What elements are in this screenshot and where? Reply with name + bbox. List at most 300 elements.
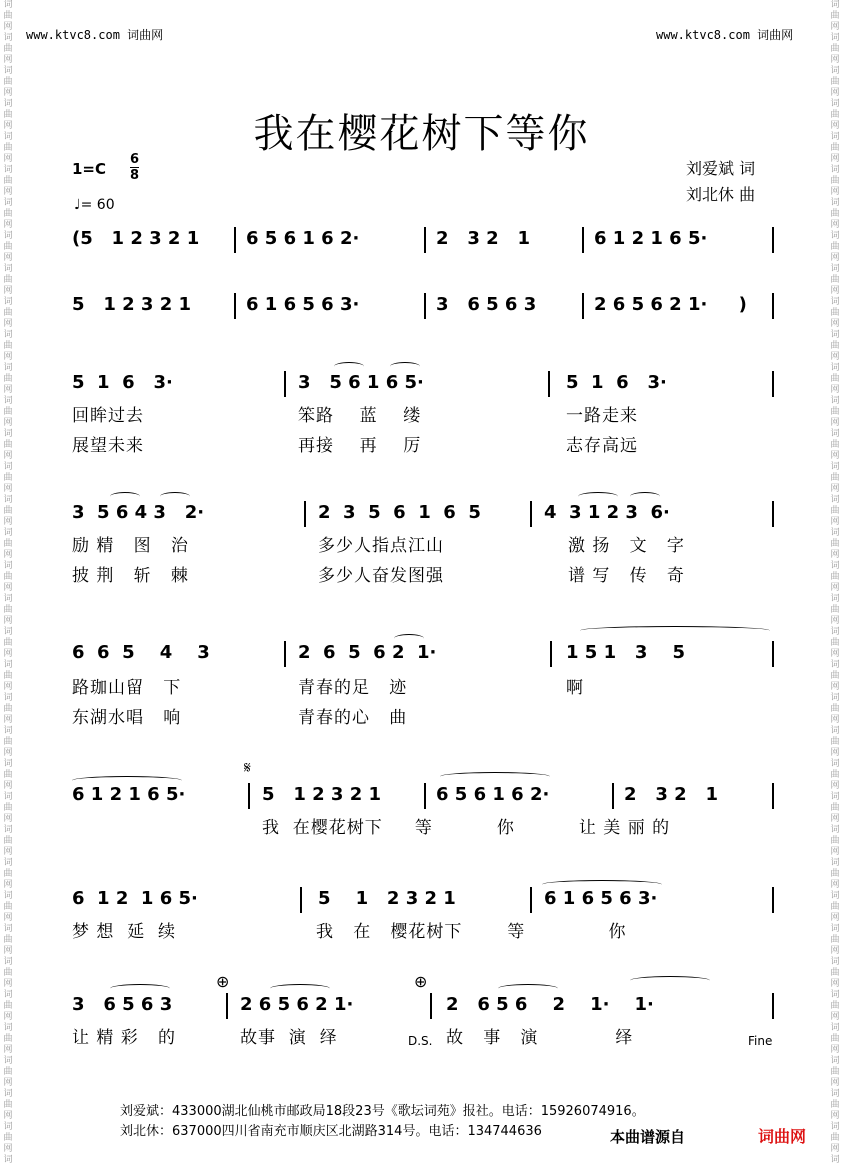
watermark-char: 网 bbox=[830, 748, 840, 758]
watermark-char: 网 bbox=[3, 451, 13, 461]
watermark-char: 网 bbox=[3, 154, 13, 164]
watermark-char: 曲 bbox=[3, 110, 13, 120]
watermark-char: 词 bbox=[830, 462, 840, 472]
watermark-char: 网 bbox=[830, 88, 840, 98]
watermark-char: 曲 bbox=[3, 1100, 13, 1110]
bar-line bbox=[772, 887, 774, 913]
bar-line bbox=[550, 641, 552, 667]
watermark-char: 曲 bbox=[830, 143, 840, 153]
watermark-char: 网 bbox=[830, 1144, 840, 1154]
measure-notes: 2 6 5 6 2 1· ) bbox=[594, 294, 747, 315]
watermark-char: 曲 bbox=[830, 11, 840, 21]
watermark-char: 网 bbox=[3, 418, 13, 428]
watermark-char: 词 bbox=[830, 594, 840, 604]
watermark-char: 词 bbox=[3, 759, 13, 769]
watermark-char: 网 bbox=[3, 715, 13, 725]
watermark-char: 词 bbox=[3, 132, 13, 142]
bar-line bbox=[300, 887, 302, 913]
watermark-char: 网 bbox=[830, 22, 840, 32]
watermark-char: 词 bbox=[3, 363, 13, 373]
slur-mark bbox=[630, 976, 710, 985]
watermark-char: 词 bbox=[3, 957, 13, 967]
lyric-line: 励 精 图 治 bbox=[72, 536, 189, 556]
key-signature: 1=C bbox=[72, 160, 107, 178]
lyric-line: 让 精 彩 的 bbox=[72, 1028, 177, 1048]
watermark-char: 曲 bbox=[3, 1133, 13, 1143]
watermark-char: 曲 bbox=[830, 638, 840, 648]
watermark-char: 词 bbox=[830, 495, 840, 505]
watermark-char: 网 bbox=[830, 814, 840, 824]
watermark-char: 词 bbox=[830, 528, 840, 538]
site-url-left[interactable]: www.ktvc8.com 词曲网 bbox=[26, 28, 164, 42]
watermark-char: 词 bbox=[3, 462, 13, 472]
watermark-char: 曲 bbox=[3, 77, 13, 87]
watermark-char: 网 bbox=[3, 319, 13, 329]
watermark-char: 词 bbox=[830, 1155, 840, 1165]
watermark-char: 网 bbox=[830, 187, 840, 197]
measure-notes: 3 5 6 4 3 2· bbox=[72, 502, 205, 523]
lyric-line: 笨路 蓝 缕 bbox=[298, 406, 422, 426]
watermark-char: 曲 bbox=[3, 440, 13, 450]
watermark-char: 曲 bbox=[830, 704, 840, 714]
watermark-char: 网 bbox=[3, 913, 13, 923]
bar-line bbox=[234, 227, 236, 253]
footer-contact-lyricist: 刘爱斌：433000湖北仙桃市邮政局18段23号《歌坛词苑》报社。电话：15926074916。 bbox=[120, 1104, 645, 1119]
watermark-char: 词 bbox=[830, 759, 840, 769]
watermark-char: 词 bbox=[830, 0, 840, 10]
watermark-char: 词 bbox=[830, 957, 840, 967]
watermark-char: 词 bbox=[3, 66, 13, 76]
watermark-char: 网 bbox=[830, 913, 840, 923]
watermark-char: 网 bbox=[830, 682, 840, 692]
watermark-char: 曲 bbox=[3, 176, 13, 186]
watermark-char: 网 bbox=[3, 253, 13, 263]
watermark-char: 词 bbox=[830, 891, 840, 901]
watermark-char: 曲 bbox=[830, 308, 840, 318]
watermark-char: 曲 bbox=[3, 605, 13, 615]
watermark-char: 词 bbox=[3, 264, 13, 274]
bar-line bbox=[234, 293, 236, 319]
bar-line bbox=[248, 783, 250, 809]
measure-notes: 2 6 5 6 2 1· 1· bbox=[446, 994, 654, 1015]
watermark-char: 网 bbox=[830, 319, 840, 329]
watermark-char: 曲 bbox=[3, 671, 13, 681]
watermark-char: 词 bbox=[3, 198, 13, 208]
watermark-char: 词 bbox=[830, 33, 840, 43]
watermark-char: 曲 bbox=[3, 374, 13, 384]
watermark-char: 词 bbox=[3, 594, 13, 604]
watermark-char: 曲 bbox=[3, 407, 13, 417]
watermark-char: 网 bbox=[830, 154, 840, 164]
watermark-char: 网 bbox=[830, 484, 840, 494]
watermark-char: 曲 bbox=[3, 572, 13, 582]
bar-line bbox=[772, 227, 774, 253]
bar-line bbox=[772, 993, 774, 1019]
watermark-char: 词 bbox=[830, 165, 840, 175]
measure-notes: 6 6 5 4 3 bbox=[72, 642, 210, 663]
watermark-char: 网 bbox=[3, 946, 13, 956]
time-signature bbox=[130, 152, 139, 183]
watermark-char: 网 bbox=[3, 550, 13, 560]
watermark-char: 词 bbox=[830, 561, 840, 571]
watermark-char: 词 bbox=[830, 264, 840, 274]
watermark-char: 网 bbox=[830, 517, 840, 527]
watermark-char: 曲 bbox=[830, 1001, 840, 1011]
lyric-line: 多少人奋发图强 bbox=[318, 566, 444, 586]
watermark-char: 词 bbox=[3, 429, 13, 439]
slur-mark bbox=[334, 362, 364, 371]
watermark-char: 词 bbox=[3, 396, 13, 406]
measure-notes: 6 1 2 1 6 5· bbox=[594, 228, 708, 249]
measure-notes: 6 5 6 1 6 2· bbox=[436, 784, 550, 805]
site-logo[interactable]: 词曲网 bbox=[758, 1127, 807, 1146]
watermark-char: 词 bbox=[830, 1089, 840, 1099]
watermark-char: 网 bbox=[830, 385, 840, 395]
watermark-char: 曲 bbox=[830, 473, 840, 483]
watermark-char: 曲 bbox=[3, 275, 13, 285]
watermark-char: 曲 bbox=[830, 176, 840, 186]
measure-notes: 5 1 2 3 2 1 bbox=[72, 294, 192, 315]
watermark-char: 词 bbox=[830, 660, 840, 670]
watermark-char: 曲 bbox=[830, 1133, 840, 1143]
watermark-char: 网 bbox=[830, 781, 840, 791]
watermark-char: 网 bbox=[830, 649, 840, 659]
watermark-char: 词 bbox=[3, 231, 13, 241]
watermark-char: 词 bbox=[3, 660, 13, 670]
measure-notes: 5 1 6 3· bbox=[72, 372, 173, 393]
watermark-char: 曲 bbox=[830, 506, 840, 516]
watermark-char: 网 bbox=[830, 583, 840, 593]
watermark-char: 曲 bbox=[830, 1067, 840, 1077]
side-watermark-right bbox=[827, 0, 843, 1172]
watermark-char: 曲 bbox=[3, 803, 13, 813]
bar-line bbox=[226, 993, 228, 1019]
watermark-char: 词 bbox=[830, 363, 840, 373]
watermark-char: 词 bbox=[830, 297, 840, 307]
lyric-line: 东湖水唱 响 bbox=[72, 708, 182, 728]
slur-mark bbox=[72, 776, 182, 785]
watermark-char: 网 bbox=[3, 847, 13, 857]
bar-line bbox=[424, 783, 426, 809]
source-label: 本曲谱源自 bbox=[610, 1128, 686, 1146]
watermark-char: 曲 bbox=[3, 242, 13, 252]
lyric-line: 青春的足 迹 bbox=[298, 678, 408, 698]
lyric-line: 回眸过去 bbox=[72, 406, 144, 426]
watermark-char: 词 bbox=[3, 1122, 13, 1132]
watermark-char: 词 bbox=[830, 693, 840, 703]
watermark-char: 曲 bbox=[3, 1067, 13, 1077]
watermark-char: 网 bbox=[3, 22, 13, 32]
watermark-char: 网 bbox=[830, 1111, 840, 1121]
slur-mark bbox=[390, 362, 420, 371]
measure-notes: 5 1 2 3 2 1 bbox=[318, 888, 456, 909]
bar-line bbox=[548, 371, 550, 397]
bar-line bbox=[772, 371, 774, 397]
lyric-line: 梦 想 延 续 bbox=[72, 922, 177, 942]
measure-notes: 5 1 6 3· bbox=[566, 372, 667, 393]
measure-notes: (5 1 2 3 2 1 bbox=[72, 228, 200, 249]
lyricist-credit: 刘爱斌 词 bbox=[686, 159, 756, 178]
slur-mark bbox=[542, 880, 662, 889]
slur-mark bbox=[580, 626, 770, 635]
watermark-char: 网 bbox=[830, 1078, 840, 1088]
coda-sign-1: ⊕ bbox=[216, 972, 230, 991]
measure-notes: 6 1 2 1 6 5· bbox=[72, 888, 198, 909]
watermark-char: 曲 bbox=[3, 935, 13, 945]
watermark-char: 词 bbox=[830, 99, 840, 109]
watermark-char: 网 bbox=[3, 583, 13, 593]
watermark-char: 网 bbox=[3, 352, 13, 362]
watermark-char: 曲 bbox=[3, 44, 13, 54]
watermark-char: 词 bbox=[830, 1056, 840, 1066]
watermark-char: 曲 bbox=[3, 209, 13, 219]
measure-notes: 2 6 5 6 2 1· bbox=[298, 642, 437, 663]
watermark-char: 网 bbox=[3, 1111, 13, 1121]
watermark-char: 曲 bbox=[830, 737, 840, 747]
dal-segno-mark: D.S. bbox=[408, 1034, 433, 1048]
watermark-char: 网 bbox=[3, 649, 13, 659]
watermark-char: 曲 bbox=[830, 209, 840, 219]
measure-notes: 1 5 1 3 5 bbox=[566, 642, 686, 663]
watermark-char: 网 bbox=[3, 781, 13, 791]
watermark-char: 网 bbox=[830, 286, 840, 296]
watermark-char: 词 bbox=[830, 858, 840, 868]
bar-line bbox=[772, 293, 774, 319]
meter-top: 6 bbox=[130, 152, 140, 167]
measure-notes: 6 1 6 5 6 3· bbox=[246, 294, 360, 315]
watermark-char: 网 bbox=[3, 880, 13, 890]
bar-line bbox=[582, 293, 584, 319]
side-watermark-left bbox=[0, 0, 16, 1172]
watermark-char: 曲 bbox=[830, 836, 840, 846]
lyric-line: 我 在樱花树下 等 你 让 美 丽 的 bbox=[262, 818, 671, 838]
measure-notes: 5 1 2 3 2 1 bbox=[262, 784, 382, 805]
site-url-right[interactable]: www.ktvc8.com 词曲网 bbox=[656, 28, 794, 42]
measure-notes: 6 1 2 1 6 5· bbox=[72, 784, 186, 805]
tempo-marking: ♩= 60 bbox=[74, 197, 115, 213]
watermark-char: 网 bbox=[830, 880, 840, 890]
watermark-char: 网 bbox=[830, 979, 840, 989]
watermark-char: 曲 bbox=[3, 1034, 13, 1044]
slur-mark bbox=[394, 634, 424, 643]
watermark-char: 词 bbox=[830, 330, 840, 340]
watermark-char: 曲 bbox=[3, 539, 13, 549]
slur-mark bbox=[110, 984, 170, 993]
watermark-char: 曲 bbox=[3, 11, 13, 21]
watermark-char: 词 bbox=[830, 198, 840, 208]
measure-notes: 2 3 2 1 bbox=[624, 784, 718, 805]
lyric-line: 我 在 樱花树下 等 你 bbox=[316, 922, 627, 942]
lyric-line: 激 扬 文 字 bbox=[568, 536, 685, 556]
watermark-char: 曲 bbox=[3, 341, 13, 351]
watermark-char: 曲 bbox=[830, 44, 840, 54]
watermark-char: 词 bbox=[830, 627, 840, 637]
watermark-char: 网 bbox=[3, 286, 13, 296]
watermark-char: 网 bbox=[830, 352, 840, 362]
bar-line bbox=[530, 887, 532, 913]
watermark-char: 词 bbox=[830, 924, 840, 934]
watermark-char: 网 bbox=[3, 1012, 13, 1022]
watermark-char: 曲 bbox=[830, 671, 840, 681]
watermark-char: 词 bbox=[3, 891, 13, 901]
bar-line bbox=[612, 783, 614, 809]
slur-mark bbox=[160, 492, 190, 501]
watermark-char: 词 bbox=[3, 1155, 13, 1165]
watermark-char: 网 bbox=[3, 979, 13, 989]
bar-line bbox=[772, 501, 774, 527]
bar-line bbox=[284, 641, 286, 667]
watermark-char: 曲 bbox=[3, 308, 13, 318]
fine-mark: Fine bbox=[748, 1034, 773, 1048]
watermark-char: 曲 bbox=[3, 473, 13, 483]
watermark-char: 词 bbox=[3, 1056, 13, 1066]
lyric-line: 谱 写 传 奇 bbox=[568, 566, 685, 586]
bar-line bbox=[430, 993, 432, 1019]
watermark-char: 网 bbox=[830, 253, 840, 263]
watermark-char: 曲 bbox=[3, 143, 13, 153]
watermark-char: 网 bbox=[830, 847, 840, 857]
slur-mark bbox=[630, 492, 660, 501]
watermark-char: 词 bbox=[3, 825, 13, 835]
coda-sign-2: ⊕ bbox=[414, 972, 428, 991]
lyric-line: 啊 bbox=[566, 678, 584, 698]
watermark-char: 曲 bbox=[830, 1034, 840, 1044]
measure-notes: 6 5 6 1 6 2· bbox=[246, 228, 360, 249]
slur-mark bbox=[578, 492, 618, 501]
watermark-char: 词 bbox=[830, 1023, 840, 1033]
bar-line bbox=[530, 501, 532, 527]
segno-sign: 𝄋 bbox=[244, 758, 251, 777]
watermark-char: 网 bbox=[3, 1144, 13, 1154]
watermark-char: 网 bbox=[3, 187, 13, 197]
watermark-char: 词 bbox=[3, 1023, 13, 1033]
watermark-char: 网 bbox=[3, 1045, 13, 1055]
watermark-char: 曲 bbox=[830, 242, 840, 252]
watermark-char: 词 bbox=[830, 1122, 840, 1132]
watermark-char: 词 bbox=[3, 297, 13, 307]
watermark-char: 网 bbox=[830, 715, 840, 725]
watermark-char: 曲 bbox=[830, 935, 840, 945]
watermark-char: 曲 bbox=[830, 803, 840, 813]
watermark-char: 词 bbox=[3, 330, 13, 340]
measure-notes: 3 5 6 1 6 5· bbox=[298, 372, 424, 393]
watermark-char: 词 bbox=[830, 726, 840, 736]
watermark-char: 词 bbox=[3, 1089, 13, 1099]
song-title: 我在樱花树下等你 bbox=[253, 111, 590, 157]
measure-notes: 2 6 5 6 2 1· bbox=[240, 994, 354, 1015]
bar-line bbox=[582, 227, 584, 253]
watermark-char: 词 bbox=[3, 792, 13, 802]
watermark-char: 曲 bbox=[3, 737, 13, 747]
watermark-char: 网 bbox=[830, 220, 840, 230]
watermark-char: 词 bbox=[830, 990, 840, 1000]
lyric-line: 青春的心 曲 bbox=[298, 708, 408, 728]
watermark-char: 网 bbox=[3, 385, 13, 395]
watermark-char: 网 bbox=[3, 517, 13, 527]
watermark-char: 词 bbox=[830, 396, 840, 406]
watermark-char: 网 bbox=[3, 220, 13, 230]
watermark-char: 网 bbox=[830, 1045, 840, 1055]
watermark-char: 网 bbox=[830, 121, 840, 131]
lyric-line: 多少人指点江山 bbox=[318, 536, 444, 556]
measure-notes: 6 1 6 5 6 3· bbox=[544, 888, 658, 909]
measure-notes: 3 6 5 6 3 bbox=[72, 994, 173, 1015]
watermark-char: 曲 bbox=[830, 869, 840, 879]
watermark-char: 网 bbox=[830, 418, 840, 428]
watermark-char: 词 bbox=[830, 429, 840, 439]
watermark-char: 网 bbox=[3, 121, 13, 131]
watermark-char: 曲 bbox=[3, 869, 13, 879]
slur-mark bbox=[270, 984, 330, 993]
watermark-char: 曲 bbox=[3, 1001, 13, 1011]
measure-notes: 4 3 1 2 3 6· bbox=[544, 502, 670, 523]
watermark-char: 网 bbox=[830, 616, 840, 626]
slur-mark bbox=[110, 492, 140, 501]
lyric-line: 一路走来 bbox=[566, 406, 638, 426]
watermark-char: 曲 bbox=[830, 407, 840, 417]
bar-line bbox=[424, 293, 426, 319]
watermark-char: 曲 bbox=[830, 539, 840, 549]
bar-line bbox=[424, 227, 426, 253]
watermark-char: 词 bbox=[3, 858, 13, 868]
measure-notes: 2 3 5 6 1 6 5 bbox=[318, 502, 481, 523]
watermark-char: 曲 bbox=[3, 770, 13, 780]
watermark-char: 词 bbox=[3, 0, 13, 10]
lyric-line: 志存高远 bbox=[566, 436, 638, 456]
watermark-char: 曲 bbox=[830, 968, 840, 978]
watermark-char: 曲 bbox=[830, 440, 840, 450]
lyric-line: 再接 再 厉 bbox=[298, 436, 422, 456]
watermark-char: 网 bbox=[3, 748, 13, 758]
watermark-char: 曲 bbox=[830, 374, 840, 384]
composer-credit: 刘北休 曲 bbox=[686, 185, 756, 204]
footer-contact-composer: 刘北休：637000四川省南充市顺庆区北湖路314号。电话：134744636 bbox=[120, 1124, 542, 1139]
watermark-char: 网 bbox=[3, 814, 13, 824]
watermark-char: 网 bbox=[3, 88, 13, 98]
watermark-char: 曲 bbox=[3, 704, 13, 714]
bar-line bbox=[304, 501, 306, 527]
watermark-char: 词 bbox=[830, 825, 840, 835]
bar-line bbox=[772, 641, 774, 667]
watermark-char: 词 bbox=[830, 132, 840, 142]
watermark-char: 曲 bbox=[830, 77, 840, 87]
measure-notes: 3 6 5 6 3 bbox=[436, 294, 537, 315]
watermark-char: 网 bbox=[830, 946, 840, 956]
watermark-char: 词 bbox=[3, 165, 13, 175]
watermark-char: 词 bbox=[830, 66, 840, 76]
watermark-char: 曲 bbox=[830, 275, 840, 285]
lyric-line: 展望未来 bbox=[72, 436, 144, 456]
watermark-char: 词 bbox=[3, 33, 13, 43]
watermark-char: 曲 bbox=[3, 506, 13, 516]
watermark-char: 词 bbox=[3, 561, 13, 571]
watermark-char: 曲 bbox=[3, 902, 13, 912]
watermark-char: 曲 bbox=[830, 902, 840, 912]
watermark-char: 曲 bbox=[830, 110, 840, 120]
watermark-char: 网 bbox=[830, 451, 840, 461]
watermark-char: 曲 bbox=[3, 968, 13, 978]
meter-bottom: 8 bbox=[130, 168, 140, 183]
watermark-char: 词 bbox=[830, 792, 840, 802]
measure-notes: 2 3 2 1 bbox=[436, 228, 530, 249]
watermark-char: 网 bbox=[3, 1078, 13, 1088]
watermark-char: 网 bbox=[3, 616, 13, 626]
lyric-line: 故事 演 绎 bbox=[240, 1028, 338, 1048]
watermark-char: 词 bbox=[3, 528, 13, 538]
watermark-char: 曲 bbox=[3, 638, 13, 648]
watermark-char: 网 bbox=[3, 55, 13, 65]
bar-line bbox=[772, 783, 774, 809]
